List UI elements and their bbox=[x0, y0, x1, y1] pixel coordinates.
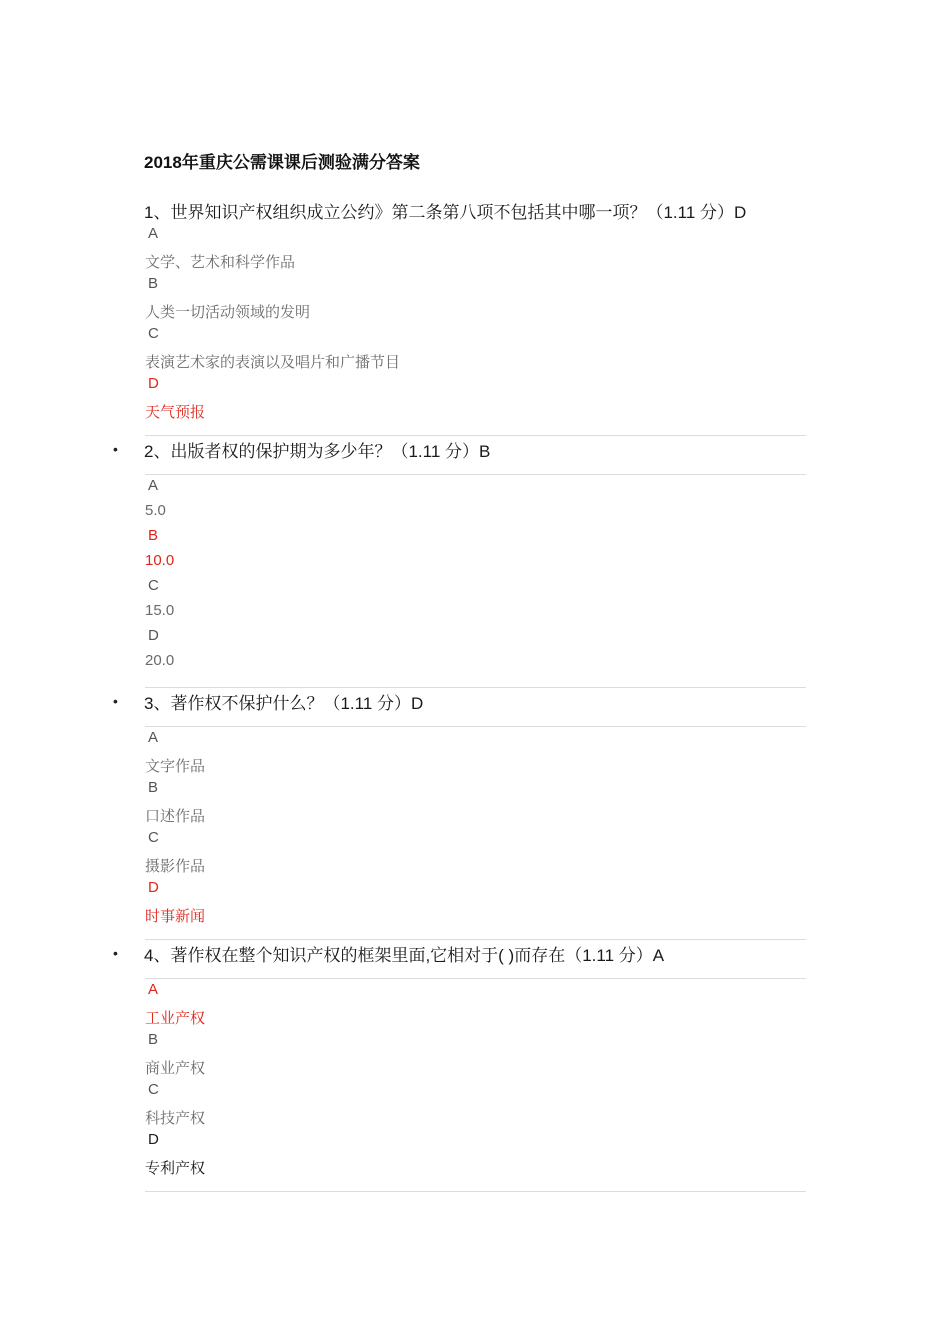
question-3-text: 3、著作权不保护什么？（1.11 分）D bbox=[144, 694, 424, 713]
q4-option-b-text: 商业产权 bbox=[145, 1060, 206, 1077]
divider bbox=[145, 435, 806, 436]
q2-option-c-text: 15.0 bbox=[145, 602, 175, 619]
q3-option-d-text: 时事新闻 bbox=[145, 908, 206, 925]
question-2-text: 2、出版者权的保护期为多少年？（1.11 分）B bbox=[144, 442, 491, 461]
q4-option-a-text: 工业产权 bbox=[145, 1010, 206, 1027]
list-bullet: • bbox=[113, 945, 118, 961]
q3-option-a-letter: A bbox=[148, 729, 159, 746]
q2-option-b-text: 10.0 bbox=[145, 552, 175, 569]
q2-option-c-letter: C bbox=[148, 577, 159, 594]
q2-option-a-letter: A bbox=[148, 477, 159, 494]
document-title: 2018年重庆公需课课后测验满分答案 bbox=[144, 153, 420, 172]
q3-option-a-text: 文字作品 bbox=[145, 758, 206, 775]
q2-option-d-text: 20.0 bbox=[145, 652, 175, 669]
q3-option-c-text: 摄影作品 bbox=[145, 858, 206, 875]
divider bbox=[145, 939, 806, 940]
q4-option-c-text: 科技产权 bbox=[145, 1110, 206, 1127]
q4-option-b-letter: B bbox=[148, 1031, 159, 1048]
divider bbox=[145, 474, 806, 475]
list-bullet: • bbox=[113, 441, 118, 457]
q1-option-b-letter: B bbox=[148, 275, 159, 292]
q3-option-b-letter: B bbox=[148, 779, 159, 796]
divider bbox=[145, 726, 806, 727]
q3-option-b-text: 口述作品 bbox=[145, 808, 206, 825]
divider bbox=[145, 687, 806, 688]
q1-option-c-letter: C bbox=[148, 325, 159, 342]
q1-option-a-text: 文学、艺术和科学作品 bbox=[145, 254, 296, 271]
q3-option-d-letter: D bbox=[148, 879, 159, 896]
q2-option-a-text: 5.0 bbox=[145, 502, 166, 519]
list-bullet: • bbox=[113, 693, 118, 709]
q4-option-c-letter: C bbox=[148, 1081, 159, 1098]
q2-option-d-letter: D bbox=[148, 627, 159, 644]
q4-option-d-letter: D bbox=[148, 1131, 159, 1148]
q1-option-d-text: 天气预报 bbox=[145, 404, 206, 421]
q1-option-d-letter: D bbox=[148, 375, 159, 392]
divider bbox=[145, 1191, 806, 1192]
q4-option-a-letter: A bbox=[148, 981, 159, 998]
q1-option-b-text: 人类一切活动领域的发明 bbox=[145, 304, 311, 321]
q3-option-c-letter: C bbox=[148, 829, 159, 846]
question-4-text: 4、著作权在整个知识产权的框架里面,它相对于( )而存在（1.11 分）A bbox=[144, 946, 665, 965]
divider bbox=[145, 978, 806, 979]
question-1-text: 1、世界知识产权组织成立公约》第二条第八项不包括其中哪一项？（1.11 分）D bbox=[144, 203, 747, 222]
q2-option-b-letter: B bbox=[148, 527, 159, 544]
q1-option-c-text: 表演艺术家的表演以及唱片和广播节目 bbox=[145, 354, 401, 371]
q1-option-a-letter: A bbox=[148, 225, 159, 242]
q4-option-d-text: 专利产权 bbox=[145, 1160, 206, 1177]
